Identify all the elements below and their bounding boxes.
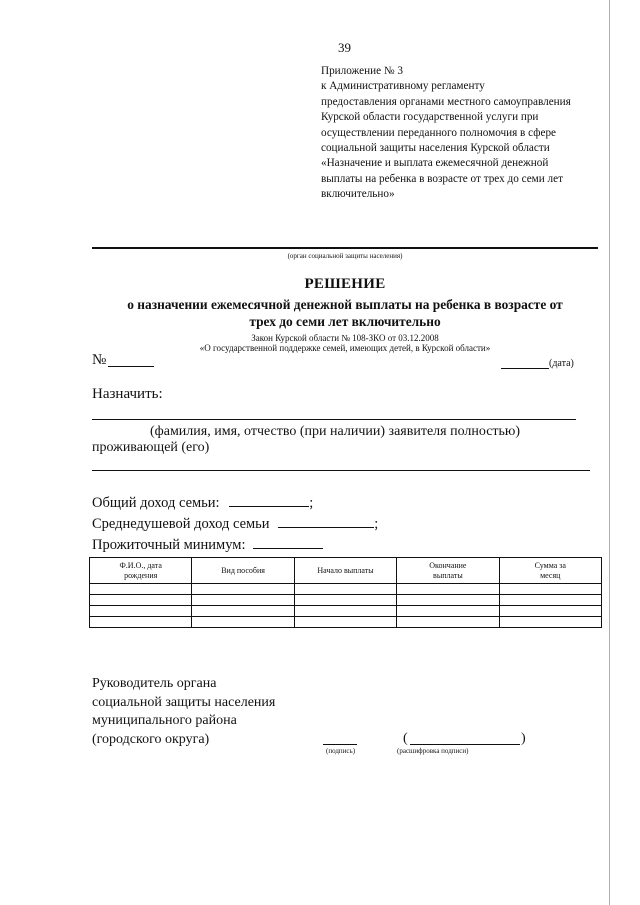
subtitle-line: трех до семи лет включительно	[249, 314, 441, 329]
page-number: 39	[338, 40, 351, 55]
living-label: проживающей (его)	[92, 440, 210, 455]
appendix-line: выплаты на ребенка в возрасте от трех до семи лет	[321, 172, 563, 185]
appendix-line: осуществлении переданного полномочия в сфере	[321, 126, 557, 139]
appendix-note	[321, 64, 601, 203]
table-cell	[192, 595, 294, 606]
decode-label: (расшифровка подписи)	[397, 747, 469, 755]
decode-open-paren: (	[403, 731, 408, 746]
subtitle-line: о назначении ежемесячной денежной выплаты на ребенка в возрасте от	[127, 297, 563, 312]
date-fill-line	[501, 368, 549, 369]
table-cell	[294, 617, 396, 628]
header-payment-end: Окончание выплаты	[397, 558, 499, 584]
table-cell	[499, 606, 601, 617]
table-cell	[397, 617, 499, 628]
appendix-line: к Административному регламенту	[321, 80, 485, 93]
fio-fill-line	[92, 419, 576, 420]
table-row	[90, 606, 602, 617]
table-cell	[499, 595, 601, 606]
table-cell	[499, 584, 601, 595]
table-row	[90, 584, 602, 595]
benefits-table	[89, 557, 602, 628]
document-title: РЕШЕНИЕ	[304, 276, 386, 292]
decode-close-paren: )	[521, 731, 526, 746]
per-capita-income-row	[92, 513, 378, 534]
per-capita-income-blank	[278, 513, 374, 528]
fio-caption: (фамилия, имя, отчество (при наличии) заявителя полностью)	[150, 424, 521, 439]
subsistence-minimum-row	[92, 534, 378, 555]
header-monthly-amount: Сумма за месяц	[499, 558, 601, 584]
table-cell	[192, 617, 294, 628]
signature-label: (подпись)	[326, 747, 356, 755]
head-title-line: муниципального района	[92, 713, 237, 728]
appendix-line: «Назначение и выплата ежемесячной денежной	[321, 157, 549, 170]
head-title-line: (городского округа)	[92, 731, 210, 747]
head-title-line: Руководитель органа	[92, 676, 217, 691]
subsistence-minimum-label: Прожиточный минимум:	[92, 537, 246, 553]
decode-fill-line	[410, 744, 520, 745]
header-benefit-type: Вид пособия	[192, 558, 294, 584]
table-cell	[294, 584, 396, 595]
address-fill-line	[92, 470, 590, 471]
table-cell	[294, 595, 396, 606]
table-cell	[397, 595, 499, 606]
per-capita-income-end: ;	[374, 516, 379, 532]
table-cell	[90, 606, 192, 617]
date-label: (дата)	[549, 358, 574, 369]
per-capita-income-label: Среднедушевой доход семьи	[92, 516, 270, 532]
table-cell	[499, 617, 601, 628]
law-name: «О государственной поддержке семей, имеющих детей, в Курской области»	[199, 343, 491, 353]
signature-fill-line	[323, 744, 357, 745]
table-header-row	[90, 558, 602, 584]
assign-label: Назначить:	[92, 386, 163, 402]
organ-label: (орган социальной защиты населения)	[287, 252, 403, 260]
organ-fill-line	[92, 247, 598, 249]
head-title	[92, 675, 275, 749]
head-title-line: социальной защиты населения	[92, 694, 276, 710]
appendix-line: предоставления органами местного самоуправления	[321, 95, 571, 108]
scan-edge-line	[609, 0, 610, 905]
appendix-line: Курской области государственной услуги при	[321, 111, 539, 124]
income-section	[92, 492, 378, 555]
number-fill-line	[108, 366, 154, 367]
table-row	[90, 617, 602, 628]
total-income-row	[92, 492, 378, 513]
header-fio: Ф.И.О., дата рождения	[90, 558, 192, 584]
table-cell	[294, 606, 396, 617]
table-cell	[397, 584, 499, 595]
total-income-label: Общий доход семьи:	[92, 495, 220, 511]
table-cell	[90, 584, 192, 595]
table-row	[90, 595, 602, 606]
appendix-line: Приложение № 3	[321, 65, 403, 77]
header-payment-start: Начало выплаты	[294, 558, 396, 584]
total-income-blank	[229, 492, 309, 507]
table-cell	[90, 595, 192, 606]
table-cell	[192, 606, 294, 617]
table-cell	[397, 606, 499, 617]
subsistence-minimum-blank	[253, 534, 323, 549]
table-cell	[90, 617, 192, 628]
appendix-line: социальной защиты населения Курской области	[321, 142, 550, 155]
total-income-end: ;	[309, 495, 314, 511]
appendix-line: включительно»	[321, 188, 395, 201]
document-subtitle	[92, 296, 598, 330]
law-reference: Закон Курской области № 108-ЗКО от 03.12.2008	[251, 333, 439, 343]
number-label: №	[92, 352, 107, 368]
table-cell	[192, 584, 294, 595]
